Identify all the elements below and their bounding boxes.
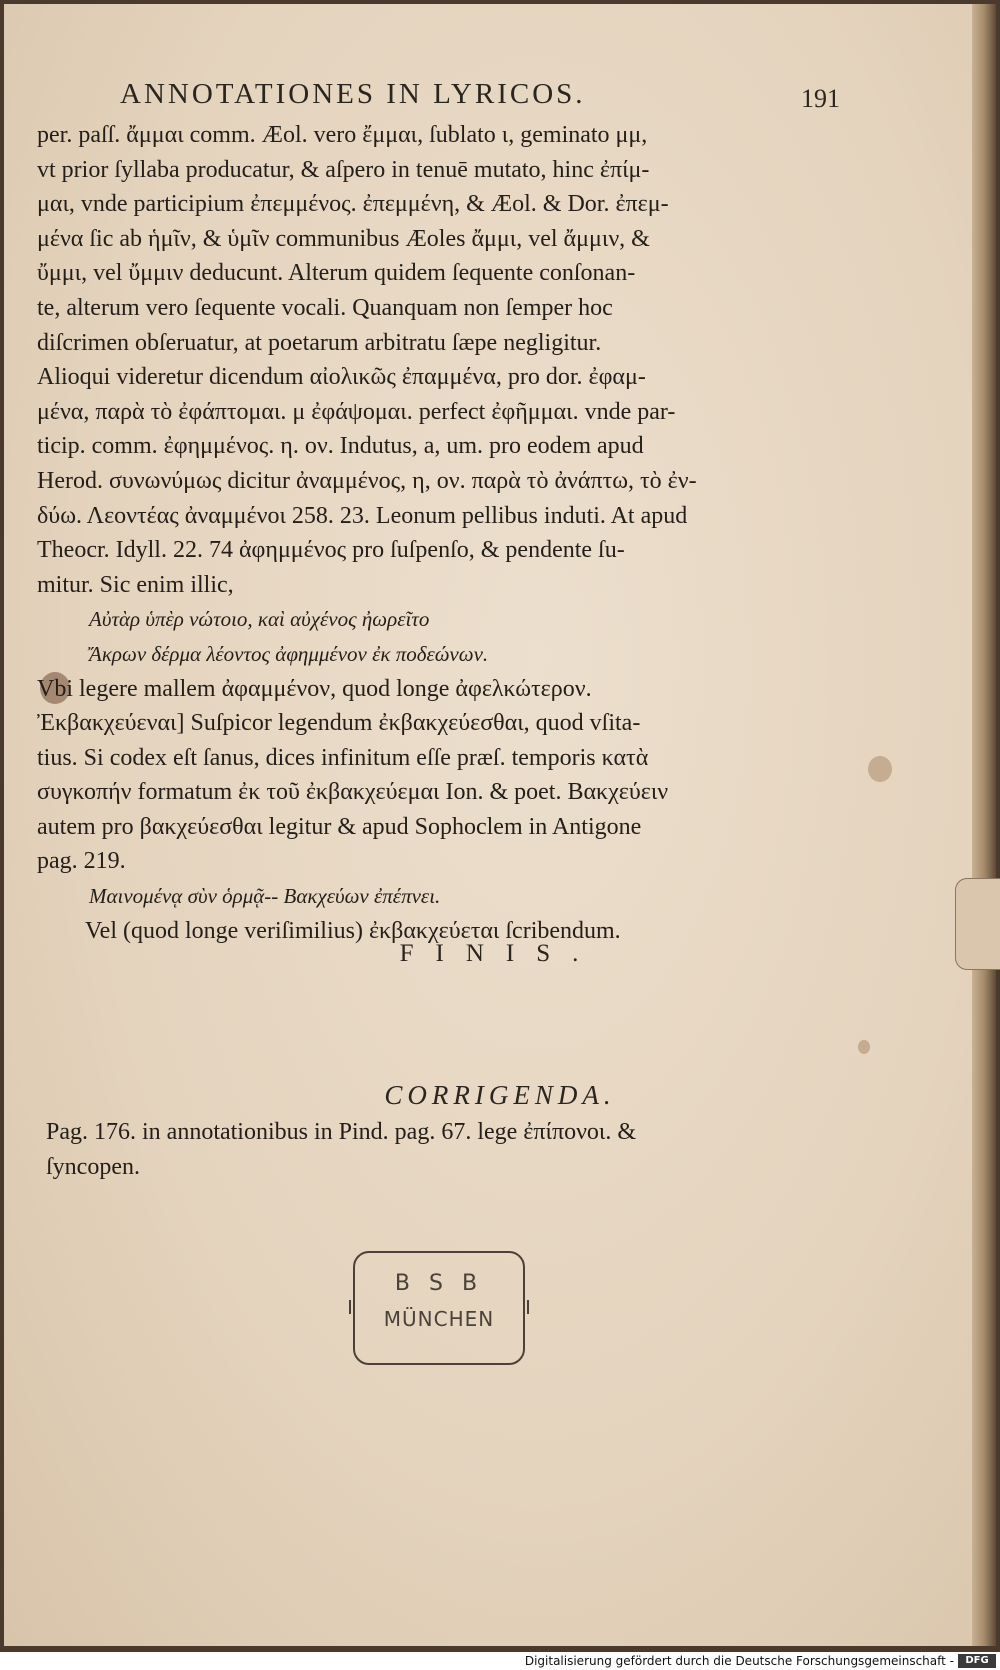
text-line: Alioqui videretur dicendum αἰολικῶς ἐπαμμένα, pro dor. ἐφαμ- — [37, 364, 646, 391]
corrigenda-heading: CORRIGENDA. — [384, 1080, 616, 1110]
text-line: per. paſſ. ἄμμαι comm. Æol. vero ἔμμαι, ſublato ι, geminato μμ, — [37, 122, 648, 148]
closing-line: Vel (quod longe veriſimilius) ἐκβακχεύεται ſcribendum. — [85, 917, 621, 944]
library-stamp — [353, 1251, 525, 1365]
running-title: ANNOTATIONES IN LYRICOS. — [120, 78, 586, 110]
text-line: δύω. Λεοντέας ἀναμμένοι 258. 23. Leonum pellibus induti. At apud — [37, 502, 688, 529]
text-line: pag. 219. — [37, 848, 126, 875]
annotation-text — [37, 118, 793, 948]
finis-heading: FINIS. — [399, 940, 601, 967]
text-line: ticip. comm. ἐφημμένος. η. ον. Indutus, a, um. pro eodem apud — [37, 433, 644, 460]
text-line: Theocr. Idyll. 22. 74 ἀφημμένος pro ſuſpenſo, & pendente ſu- — [37, 537, 625, 564]
text-line: vt prior ſyllaba producatur, & aſpero in tenuē mutato, hinc ἐπίμ- — [37, 156, 650, 183]
text-line: μένα ſic ab ἡμῖν, & ὑμῖν communibus Æoles ἄμμι, vel ἄμμιν, & — [37, 225, 650, 252]
page-number: 191 — [801, 84, 840, 113]
page-edge — [972, 4, 996, 1646]
text-line: Vbi legere mallem ἀφαμμένον, quod longe ἀφελκώτερον. — [37, 675, 592, 702]
running-head — [120, 78, 840, 118]
verse-line: Ἄκρων δέρμα λέοντος ἀφημμένον ἐκ ποδεώνων. — [89, 641, 489, 666]
text-line: ὔμμι, vel ὔμμιν deducunt. Alterum quidem ſequente conſonan- — [37, 260, 636, 287]
text-line: diſcrimen obſeruatur, at poetarum arbitratu ſæpe negligitur. — [37, 329, 602, 356]
verse-line: Αὐτὰρ ὑπὲρ νώτοιο, καὶ αὐχένος ἠωρεῖτο — [89, 607, 430, 632]
foxing-spot — [858, 1040, 870, 1054]
verse-line: Μαινομένᾳ σὺν ὁρμᾷ-- Βακχεύων ἐπέπνει. — [89, 884, 441, 909]
foxing-spot — [868, 756, 892, 782]
corrigenda-text — [46, 1115, 786, 1184]
text-line: mitur. Sic enim illic, — [37, 571, 234, 598]
stamp-text: B S B — [394, 1271, 484, 1296]
text-line: autem pro βακχεύεσθαι legitur & apud Sophoclem in Antigone — [37, 813, 642, 840]
text-line: te, alterum vero ſequente vocali. Quanquam non ſemper hoc — [37, 294, 613, 321]
text-line: συγκοπήν formatum ἐκ τοῦ ἐκβακχεύεμαι Ion. & poet. Βακχεύειν — [37, 779, 669, 806]
text-line: ſyncopen. — [46, 1153, 140, 1180]
text-line: tius. Si codex eſt ſanus, dices infinitum eſſe præſ. temporis κατὰ — [37, 744, 649, 771]
text-line: μένα, παρὰ τὸ ἐφάπτομαι. μ ἐφάψομαι. perfect ἐφῆμμαι. vnde par- — [37, 398, 676, 425]
text-line: Herod. συνωνύμως dicitur ἀναμμένος, η, ον. παρὰ τὸ ἀνάπτω, τὸ ἐν- — [37, 467, 697, 494]
text-line: Pag. 176. in annotationibus in Pind. pag. 67. lege ἐπίπονοι. & — [46, 1119, 637, 1145]
text-line: μαι, vnde participium ἐπεμμένος. ἐπεμμένη, & Æol. & Dor. ἐπεμ- — [37, 191, 669, 218]
text-line: Ἐκβακχεύεναι] Suſpicor legendum ἐκβακχεύεσθαι, quod vſita- — [37, 710, 641, 737]
digitization-credit: Digitalisierung gefördert durch die Deutsche Forschungsgemeinschaft - — [524, 1654, 954, 1668]
stamp-text: MÜNCHEN — [383, 1307, 495, 1331]
dfg-logo: DFG — [958, 1654, 996, 1668]
